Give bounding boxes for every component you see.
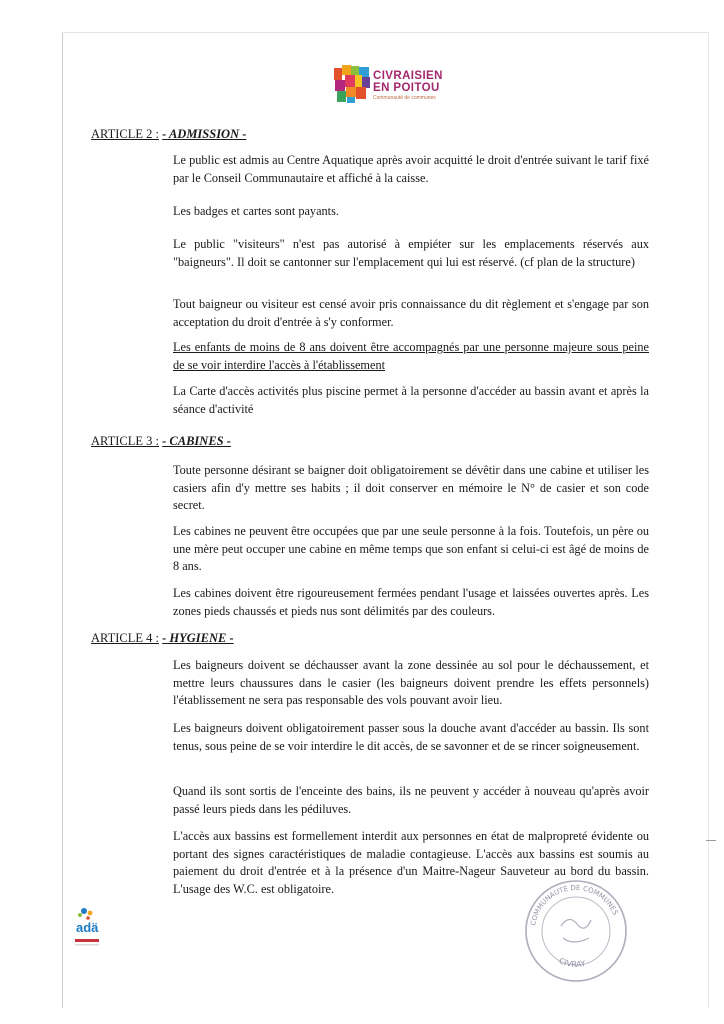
paragraph: Le public est admis au Centre Aquatique après avoir acquitté le droit d'entrée suivant le tarif fixé par le Conseil Communautaire et affiché à la caisse. xyxy=(173,153,649,185)
official-stamp xyxy=(521,876,631,986)
paragraph: Les cabines doivent être rigoureusement fermées pendant l'usage et laissées ouvertes après. Les zones pieds chaussés et pieds nus sont délimités par des couleurs. xyxy=(173,586,649,618)
article-title: - CABINES - xyxy=(162,434,231,448)
article-title: - ADMISSION - xyxy=(162,127,247,141)
logo-mosaic-icon xyxy=(333,64,371,104)
article-number: ARTICLE 4 : xyxy=(91,631,159,645)
paragraph-underlined: Les enfants de moins de 8 ans doivent être accompagnés par une personne majeure sous peine de se voir interdire l'accès à l'établissement xyxy=(173,340,649,372)
svg-text:CIVRAY xyxy=(558,956,587,969)
article-number: ARTICLE 2 : xyxy=(91,127,159,141)
paragraph: Toute personne désirant se baigner doit obligatoirement se dévêtir dans une cabine et utiliser les casiers afin d'y mettre ses habits ; il doit conserver en mémoire le N° de casier et son code secret. xyxy=(173,463,649,512)
article-title: - HYGIENE - xyxy=(162,631,234,645)
margin-mark xyxy=(706,840,716,841)
paragraph: La Carte d'accès activités plus piscine permet à la personne d'accéder au bassin avant et après la séance d'activité xyxy=(173,384,649,416)
article-3-heading xyxy=(91,434,231,449)
stamp-text-bottom: CIVRAY xyxy=(557,956,587,970)
article-number: ARTICLE 3 : xyxy=(91,434,159,448)
paragraph: Les baigneurs doivent obligatoirement passer sous la douche avant d'accéder au bassin. Ils sont tenus, sous peine de se voir interdire le dit accès, de se savonner et de se rincer soigneusement. xyxy=(173,721,649,753)
civraisien-logo xyxy=(333,64,451,106)
paragraph: Les badges et cartes sont payants. xyxy=(173,204,339,218)
paragraph: Les cabines ne peuvent être occupées que par une seule personne à la fois. Toutefois, un père ou une mère peut occuper une cabine en même temps que son enfant si celui-ci est âgé de moins de 8 ans. xyxy=(173,524,649,573)
ada-logo-word: adä xyxy=(76,920,99,935)
article-4-heading xyxy=(91,631,234,646)
paragraph: Tout baigneur ou visiteur est censé avoir pris connaissance du dit règlement et s'engage par son acceptation du droit d'entrée à s'y conformer. xyxy=(173,297,649,329)
paragraph: Les baigneurs doivent se déchausser avant la zone dessinée au sol pour le déchaussement, et mettre leurs chaussures dans le casier (les baigneurs doivent prendre les effets personnels) l'établissement ne sera pas responsable des vols pouvant avoir lieu. xyxy=(173,658,649,707)
logo-line-1: CIVRAISIEN xyxy=(373,70,443,82)
logo-line-2: EN POITOU xyxy=(373,82,440,94)
stamp-text-top: COMMUNAUTÉ DE COMMUNES xyxy=(529,883,620,927)
paragraph: L'accès aux bassins est formellement interdit aux personnes en état de malpropreté évidente ou portant des signes caractéristiques de maladie contagieuse. L'accès aux bassins est soumis au paiement du droit d'entrée et à la présence d'un Maitre-Nageur Sauveteur au bord du bassin. L'usage des W.C. est obligatoire. xyxy=(173,829,649,896)
article-2-heading xyxy=(91,127,246,142)
paragraph: Quand ils sont sortis de l'enceinte des bains, ils ne peuvent y accéder à nouveau qu'après avoir passé leurs pieds dans les pédiluves. xyxy=(173,784,649,816)
paragraph: Le public "visiteurs" n'est pas autorisé à empiéter sur les emplacements réservés aux "baigneurs". Il doit se cantonner sur l'emplacement qui lui est réservé. (cf plan de la structure) xyxy=(173,237,649,269)
logo-tagline: Communauté de communes xyxy=(373,95,436,101)
